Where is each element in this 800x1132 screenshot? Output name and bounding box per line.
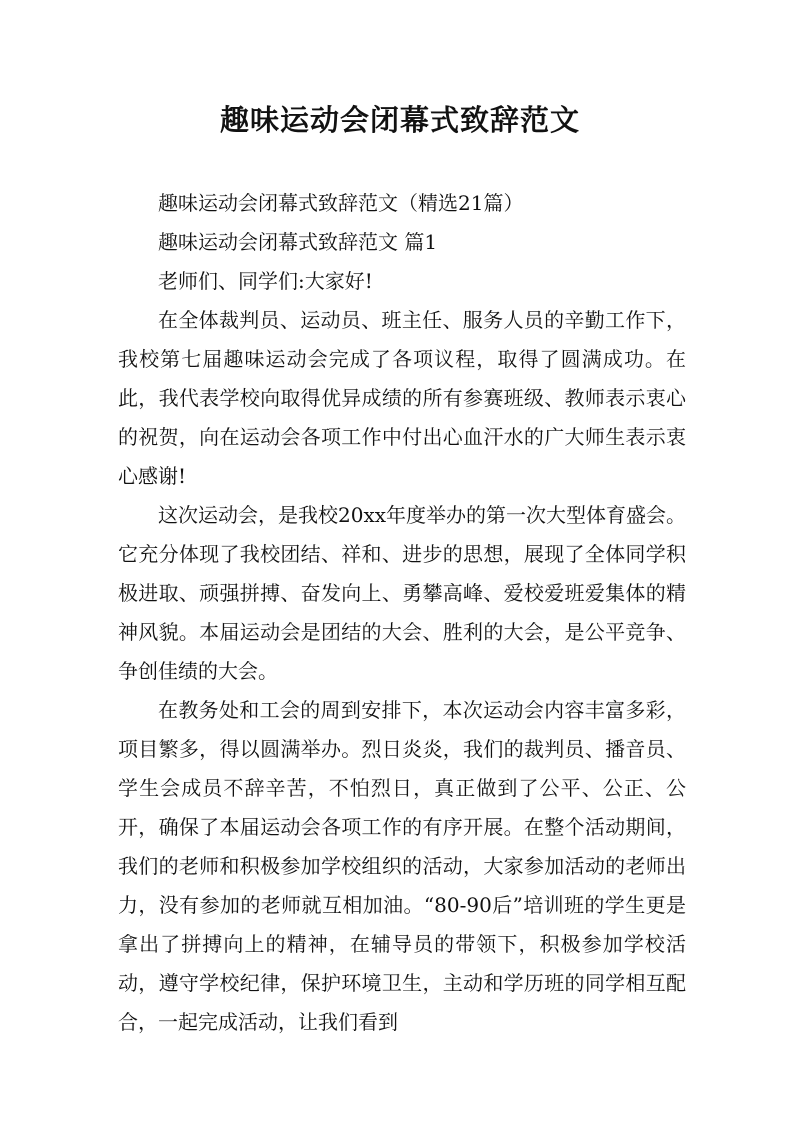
document-title: 趣味运动会闭幕式致辞范文 [219,103,580,137]
paragraph: 在全体裁判员、运动员、班主任、服务人员的辛勤工作下，我校第七届趣味运动会完成了各项议程，取得了圆满成功。在此，我代表学校向取得优异成绩的所有参赛班级、教师表示衷心的祝贺，向在运动会各项工作中付出心血汗水的广大师生表示衷心感谢! [118,308,686,488]
document-subtitle: 趣味运动会闭幕式致辞范文（精选21篇） [158,191,524,215]
paragraph: 这次运动会，是我校20xx年度举办的第一次大型体育盛会。它充分体现了我校团结、祥和、进步的思想，展现了全体同学积极进取、顽强拼搏、奋发向上、勇攀高峰、爱校爱班爱集体的精神风貌。本届运动会是团结的大会、胜利的大会，是公平竞争、争创佳绩的大会。 [118,503,687,683]
section-heading: 趣味运动会闭幕式致辞范文 篇1 [158,230,438,254]
document-body [118,184,686,1042]
greeting: 老师们、同学们:大家好! [158,269,373,293]
paragraph: 在教务处和工会的周到安排下，本次运动会内容丰富多彩，项目繁多，得以圆满举办。烈日炎炎，我们的裁判员、播音员、学生会成员不辞辛苦，不怕烈日，真正做到了公平、公正、公开，确保了本届运动会各项工作的有序开展。在整个活动期间，我们的老师和积极参加学校组织的活动，大家参加活动的老师出力，没有参加的老师就互相加油。“80-90后”培训班的学生更是拿出了拼搏向上的精神，在辅导员的带领下，积极参加学校活动，遵守学校纪律，保护环境卫生，主动和学历班的同学相互配合，一起完成活动，让我们看到 [118,698,686,1034]
